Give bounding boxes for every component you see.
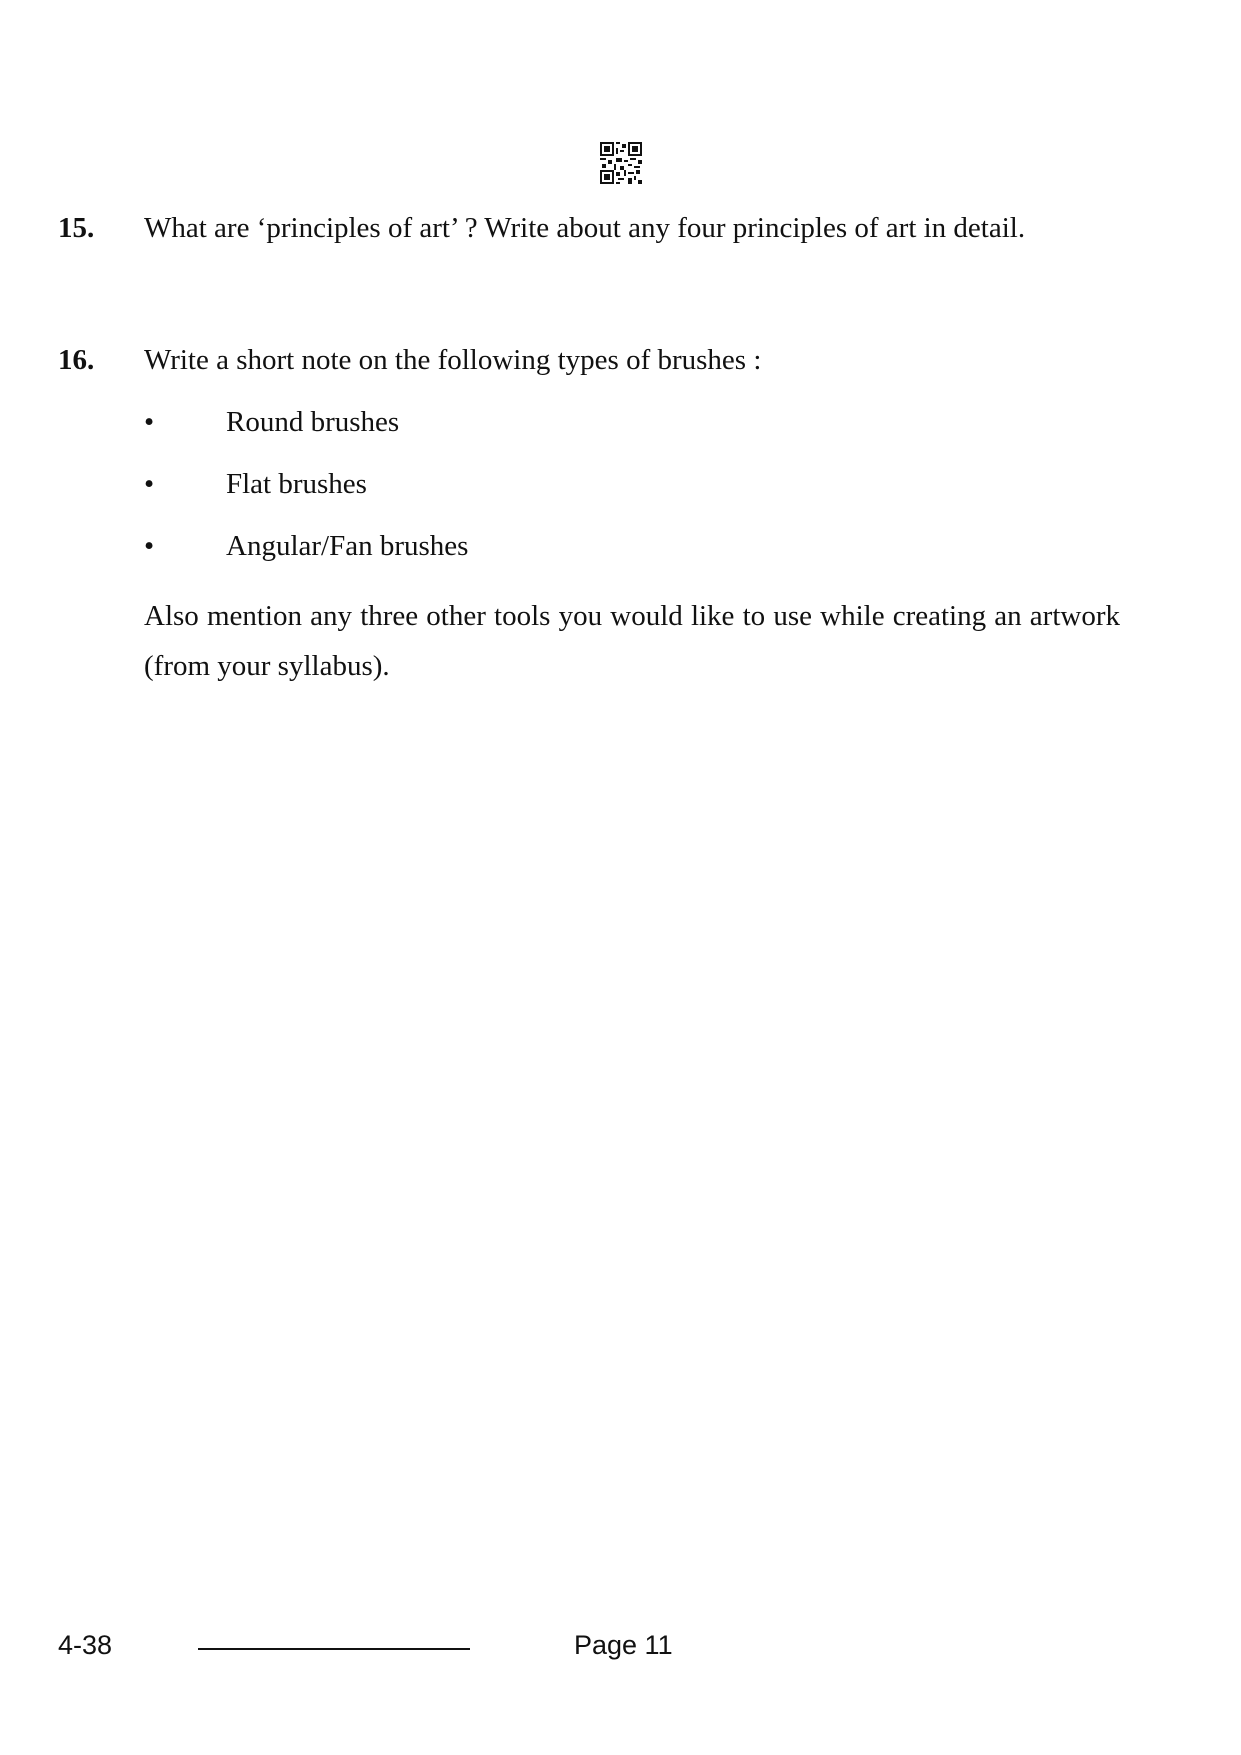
question-15	[58, 203, 1120, 253]
question-text: Write a short note on the following types of brushes :	[144, 344, 762, 376]
question-number: 15.	[58, 212, 95, 244]
bullet-marker: •	[144, 406, 155, 438]
list-item-label: Angular/Fan brushes	[226, 530, 469, 562]
question-number: 16.	[58, 344, 95, 376]
brush-list	[144, 397, 1120, 583]
paper-code: 4-38	[58, 1630, 113, 1660]
question-16	[58, 335, 1120, 691]
list-item	[144, 459, 1120, 521]
list-item	[144, 521, 1120, 583]
list-item-label: Round brushes	[226, 406, 400, 438]
question-body	[144, 335, 1120, 691]
bullet-marker: •	[144, 530, 155, 562]
list-item-label: Flat brushes	[226, 468, 367, 500]
qr-code-icon	[600, 142, 642, 184]
bullet-marker: •	[144, 468, 155, 500]
page-number: Page 11	[574, 1630, 673, 1660]
list-item	[144, 397, 1120, 459]
question-extra-text: Also mention any three other tools you would like to use while creating an artwork (from your syllabus).	[144, 600, 1120, 682]
footer-divider	[198, 1648, 470, 1650]
question-text: What are ‘principles of art’ ? Write about any four principles of art in detail.	[144, 212, 1026, 244]
